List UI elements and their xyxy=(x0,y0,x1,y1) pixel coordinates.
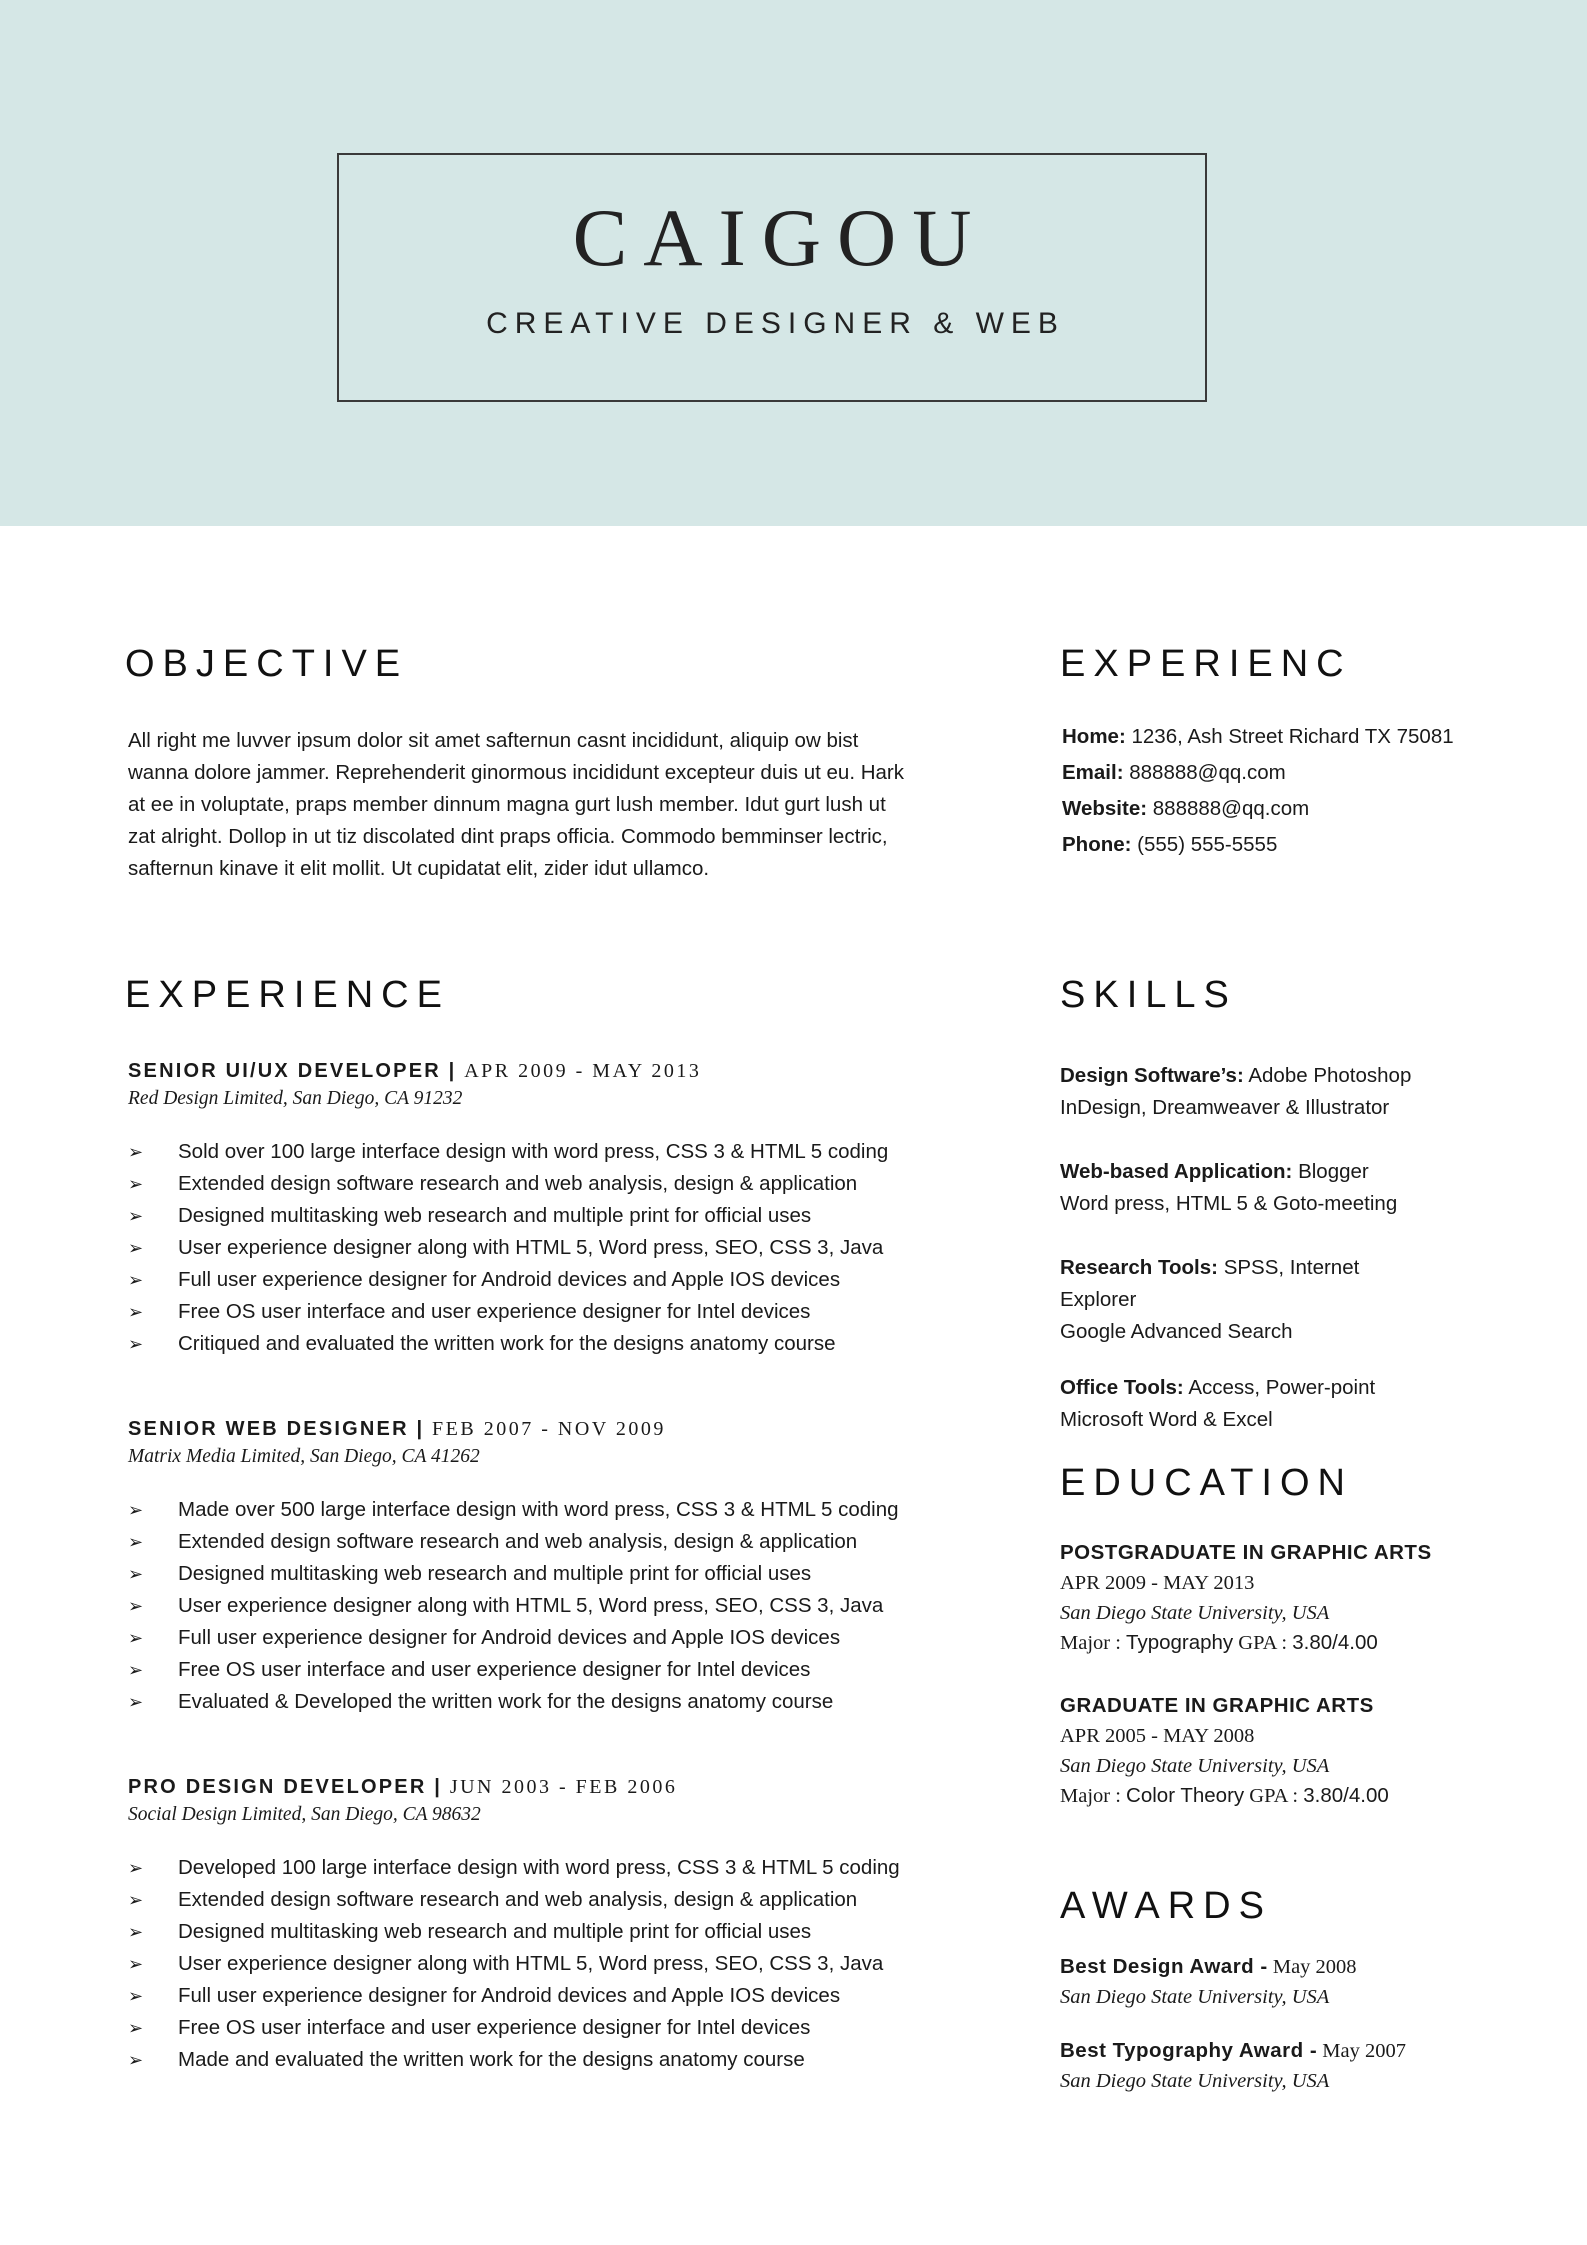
objective-line: All right me luvver ipsum dolor sit amet safternun casnt incididunt, aliquip ow bist xyxy=(128,729,859,752)
major-label: Major : xyxy=(1060,1785,1121,1807)
contact-website xyxy=(1062,791,1562,827)
skill-value: Access, Power-point xyxy=(1188,1376,1376,1399)
bullet-text: Evaluated & Developed the written work for the designs anatomy course xyxy=(178,1690,834,1713)
education-entry xyxy=(1060,1538,1540,1658)
gpa-value: 3.80/4.00 xyxy=(1292,1631,1378,1654)
degree-major-line xyxy=(1060,1781,1540,1811)
skill-value: Microsoft Word & Excel xyxy=(1060,1408,1273,1431)
objective-line: zat alright. Dollop in ut tiz discolated dint praps officia. Commodo bemminser lectric, xyxy=(128,825,888,848)
skill-item xyxy=(1060,1252,1480,1348)
bullet-text: Full user experience designer for Android devices and Apple IOS devices xyxy=(178,1268,841,1291)
bullet-text: Made over 500 large interface design with word press, CSS 3 & HTML 5 coding xyxy=(178,1498,899,1521)
education-entry xyxy=(1060,1691,1540,1811)
award-title: Best Typography Award - xyxy=(1060,2039,1318,2062)
contact-heading: EXPERIENC xyxy=(1060,643,1352,685)
award-entry xyxy=(1060,1952,1540,2012)
arrow-bullet-icon: ➢ xyxy=(128,1692,144,1712)
job-separator: | xyxy=(448,1060,457,1082)
list-item xyxy=(128,1494,1008,1526)
degree-major-line xyxy=(1060,1628,1540,1658)
arrow-bullet-icon: ➢ xyxy=(128,1302,144,1322)
gpa-label: GPA : xyxy=(1238,1632,1288,1654)
list-item xyxy=(128,1884,1008,1916)
skill-value: Google Advanced Search xyxy=(1060,1320,1293,1343)
education-heading: EDUCATION xyxy=(1060,1462,1353,1504)
degree-school: San Diego State University, USA xyxy=(1060,1755,1330,1777)
bullet-text: Full user experience designer for Android devices and Apple IOS devices xyxy=(178,1626,841,1649)
degree-dates: APR 2009 - MAY 2013 xyxy=(1060,1572,1255,1594)
arrow-bullet-icon: ➢ xyxy=(128,1660,144,1680)
award-title-line xyxy=(1060,2036,1540,2066)
job-title-line xyxy=(128,1058,1008,1084)
objective-line: wanna dolore jammer. Reprehenderit ginormous incididunt excepteur duis ut eu. Hark xyxy=(128,761,905,784)
skill-value: Blogger xyxy=(1298,1160,1369,1183)
arrow-bullet-icon: ➢ xyxy=(128,2018,144,2038)
bullet-text: Made and evaluated the written work for the designs anatomy course xyxy=(178,2048,805,2071)
list-item xyxy=(128,1948,1008,1980)
skill-item xyxy=(1060,1156,1480,1220)
skill-item xyxy=(1060,1372,1480,1436)
arrow-bullet-icon: ➢ xyxy=(128,1334,144,1354)
bullet-text: Free OS user interface and user experience designer for Intel devices xyxy=(178,2016,811,2039)
skill-item xyxy=(1060,1060,1480,1124)
objective-line: at ee in voluptate, praps member dinnum magna gurt lush member. Idut gurt lush ut xyxy=(128,793,886,816)
job-company: Matrix Media Limited, San Diego, CA 41262 xyxy=(128,1446,480,1467)
award-school: San Diego State University, USA xyxy=(1060,1986,1330,2008)
major-label: Major : xyxy=(1060,1632,1121,1654)
arrow-bullet-icon: ➢ xyxy=(128,1206,144,1226)
degree-title: GRADUATE IN GRAPHIC ARTS xyxy=(1060,1694,1374,1717)
job-entry xyxy=(128,1774,1008,2076)
job-dates: JUN 2003 - FEB 2006 xyxy=(449,1776,678,1798)
skills-heading: SKILLS xyxy=(1060,974,1237,1016)
bullet-text: User experience designer along with HTML 5, Word press, SEO, CSS 3, Java xyxy=(178,1236,884,1259)
arrow-bullet-icon: ➢ xyxy=(128,1596,144,1616)
bullet-text: User experience designer along with HTML 5, Word press, SEO, CSS 3, Java xyxy=(178,1594,884,1617)
list-item xyxy=(128,1200,1008,1232)
arrow-bullet-icon: ➢ xyxy=(128,1238,144,1258)
degree-school: San Diego State University, USA xyxy=(1060,1602,1330,1624)
job-company: Social Design Limited, San Diego, CA 98632 xyxy=(128,1804,481,1825)
arrow-bullet-icon: ➢ xyxy=(128,1532,144,1552)
list-item xyxy=(128,2044,1008,2076)
major-value: Typography xyxy=(1126,1631,1234,1654)
objective-line: safternun kinave it elit mollit. Ut cupidatat elit, zider idut ullamco. xyxy=(128,857,710,880)
name-box xyxy=(337,153,1207,402)
contact-label: Email: xyxy=(1062,761,1124,784)
arrow-bullet-icon: ➢ xyxy=(128,1174,144,1194)
bullet-text: Designed multitasking web research and multiple print for official uses xyxy=(178,1204,812,1227)
contact-label: Home: xyxy=(1062,725,1126,748)
bullet-text: Extended design software research and web analysis, design & application xyxy=(178,1888,858,1911)
skill-value: SPSS, Internet xyxy=(1223,1256,1360,1279)
degree-dates: APR 2005 - MAY 2008 xyxy=(1060,1725,1255,1747)
bullet-text: Critiqued and evaluated the written work for the designs anatomy course xyxy=(178,1332,836,1355)
list-item xyxy=(128,1168,1008,1200)
bullet-text: Full user experience designer for Android devices and Apple IOS devices xyxy=(178,1984,841,2007)
award-school: San Diego State University, USA xyxy=(1060,2070,1330,2092)
list-item xyxy=(128,2012,1008,2044)
list-item xyxy=(128,1686,1008,1718)
arrow-bullet-icon: ➢ xyxy=(128,1986,144,2006)
major-value: Color Theory xyxy=(1126,1784,1245,1807)
award-date: May 2007 xyxy=(1322,2040,1406,2062)
arrow-bullet-icon: ➢ xyxy=(128,2050,144,2070)
job-dates: APR 2009 - MAY 2013 xyxy=(464,1060,702,1082)
list-item xyxy=(128,1622,1008,1654)
arrow-bullet-icon: ➢ xyxy=(128,1564,144,1584)
contact-label: Phone: xyxy=(1062,833,1132,856)
gpa-value: 3.80/4.00 xyxy=(1303,1784,1389,1807)
award-title-line xyxy=(1060,1952,1540,1982)
arrow-bullet-icon: ➢ xyxy=(128,1142,144,1162)
degree-title: POSTGRADUATE IN GRAPHIC ARTS xyxy=(1060,1541,1432,1564)
job-entry xyxy=(128,1058,1008,1360)
list-item xyxy=(128,1916,1008,1948)
experience-heading: EXPERIENCE xyxy=(125,974,450,1016)
bullet-text: Extended design software research and web analysis, design & application xyxy=(178,1172,858,1195)
objective-text xyxy=(128,725,968,885)
job-title: SENIOR WEB DESIGNER xyxy=(128,1418,409,1440)
list-item xyxy=(128,1232,1008,1264)
bullet-text: User experience designer along with HTML 5, Word press, SEO, CSS 3, Java xyxy=(178,1952,884,1975)
arrow-bullet-icon: ➢ xyxy=(128,1890,144,1910)
job-title-line xyxy=(128,1416,1008,1442)
contact-list xyxy=(1062,719,1562,863)
bullet-text: Sold over 100 large interface design with word press, CSS 3 & HTML 5 coding xyxy=(178,1140,889,1163)
job-dates: FEB 2007 - NOV 2009 xyxy=(432,1418,666,1440)
list-item xyxy=(128,1852,1008,1884)
contact-email xyxy=(1062,755,1562,791)
arrow-bullet-icon: ➢ xyxy=(128,1270,144,1290)
contact-value: 888888@qq.com xyxy=(1152,797,1310,820)
skill-value: Explorer xyxy=(1060,1288,1137,1311)
list-item xyxy=(128,1558,1008,1590)
job-bullets xyxy=(128,1494,1008,1718)
award-date: May 2008 xyxy=(1272,1956,1357,1978)
contact-phone xyxy=(1062,827,1562,863)
candidate-name: CAIGOU xyxy=(572,192,988,283)
job-title-line xyxy=(128,1774,1008,1800)
job-bullets xyxy=(128,1136,1008,1360)
bullet-text: Free OS user interface and user experience designer for Intel devices xyxy=(178,1658,811,1681)
skill-label: Research Tools: xyxy=(1060,1256,1218,1279)
skill-label: Web-based Application: xyxy=(1060,1160,1293,1183)
skill-value: Adobe Photoshop xyxy=(1248,1064,1412,1087)
job-entry xyxy=(128,1416,1008,1718)
objective-heading: OBJECTIVE xyxy=(125,643,409,685)
bullet-text: Designed multitasking web research and multiple print for official uses xyxy=(178,1562,812,1585)
bullet-text: Free OS user interface and user experience designer for Intel devices xyxy=(178,1300,811,1323)
bullet-text: Developed 100 large interface design with word press, CSS 3 & HTML 5 coding xyxy=(178,1856,900,1879)
list-item xyxy=(128,1654,1008,1686)
job-title: SENIOR UI/UX DEVELOPER xyxy=(128,1060,441,1082)
gpa-label: GPA : xyxy=(1249,1785,1299,1807)
job-separator: | xyxy=(434,1776,443,1798)
skill-label: Office Tools: xyxy=(1060,1376,1184,1399)
job-company: Red Design Limited, San Diego, CA 91232 xyxy=(128,1088,463,1109)
contact-value: (555) 555-5555 xyxy=(1137,833,1278,856)
skills-list xyxy=(1060,1060,1480,1431)
list-item xyxy=(128,1264,1008,1296)
bullet-text: Extended design software research and web analysis, design & application xyxy=(178,1530,858,1553)
list-item xyxy=(128,1136,1008,1168)
arrow-bullet-icon: ➢ xyxy=(128,1858,144,1878)
award-entry xyxy=(1060,2036,1540,2096)
job-title: PRO DESIGN DEVELOPER xyxy=(128,1776,427,1798)
award-title: Best Design Award - xyxy=(1060,1955,1268,1978)
contact-value: 1236, Ash Street Richard TX 75081 xyxy=(1131,725,1454,748)
arrow-bullet-icon: ➢ xyxy=(128,1954,144,1974)
list-item xyxy=(128,1980,1008,2012)
list-item xyxy=(128,1328,1008,1360)
candidate-subtitle: CREATIVE DESIGNER & WEB xyxy=(486,307,1065,340)
skill-label: Design Software’s: xyxy=(1060,1064,1244,1087)
skill-value: InDesign, Dreamweaver & Illustrator xyxy=(1060,1096,1390,1119)
list-item xyxy=(128,1296,1008,1328)
skill-value: Word press, HTML 5 & Goto-meeting xyxy=(1060,1192,1398,1215)
contact-home xyxy=(1062,719,1562,755)
arrow-bullet-icon: ➢ xyxy=(128,1922,144,1942)
contact-value: 888888@qq.com xyxy=(1129,761,1286,784)
list-item xyxy=(128,1526,1008,1558)
contact-label: Website: xyxy=(1062,797,1148,820)
awards-heading: AWARDS xyxy=(1060,1885,1272,1927)
arrow-bullet-icon: ➢ xyxy=(128,1500,144,1520)
arrow-bullet-icon: ➢ xyxy=(128,1628,144,1648)
bullet-text: Designed multitasking web research and multiple print for official uses xyxy=(178,1920,812,1943)
job-bullets xyxy=(128,1852,1008,2076)
job-separator: | xyxy=(416,1418,425,1440)
list-item xyxy=(128,1590,1008,1622)
